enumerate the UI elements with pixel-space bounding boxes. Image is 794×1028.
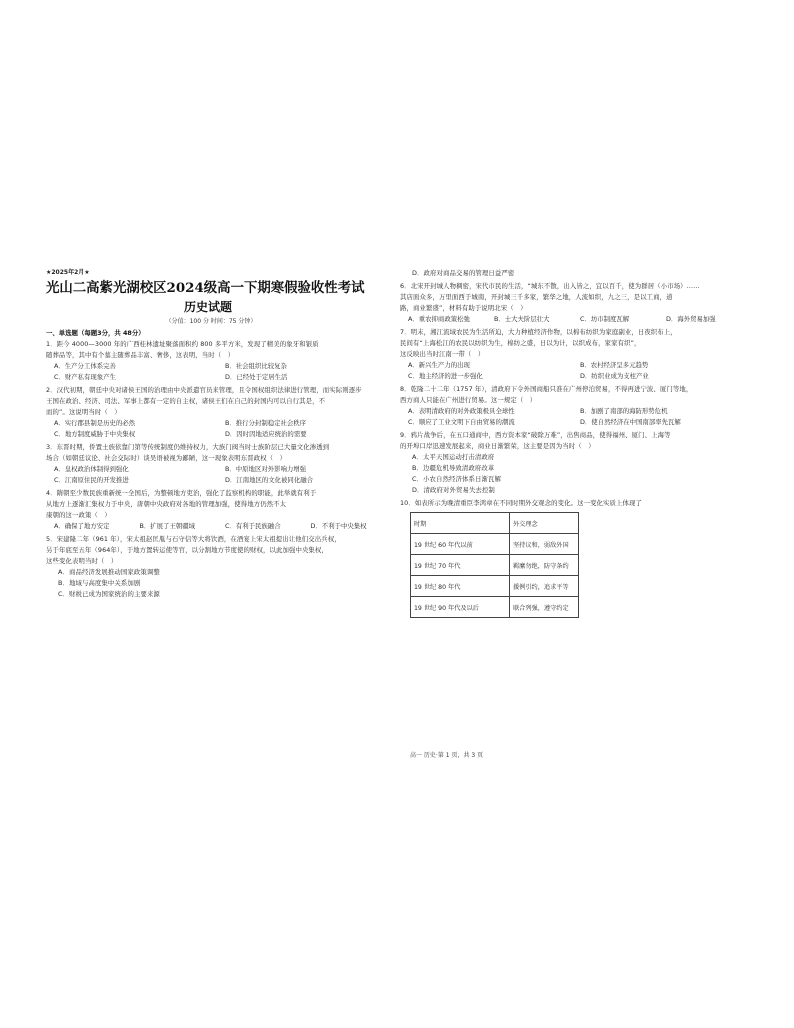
table-row — [411, 534, 579, 555]
exam-sheet — [28, 268, 768, 754]
question-8 — [400, 384, 752, 428]
options-row — [46, 475, 396, 486]
options-row — [400, 371, 752, 382]
table-row — [411, 576, 579, 597]
question-text: 3．东晋时期，侨置士族依靠门第等传统制度仍维持权力，大族门阀当时士族阶层已大量文化渗透到 — [46, 443, 330, 451]
table-cell: 19 世纪 60 年代以前 — [411, 534, 510, 555]
question-text: 场合（如朝廷议论、社会交际时）谈吴语被视为鄙陋，这一现象表明东晋政权（ ） — [46, 454, 287, 462]
question-text: 这反映出当时江南一带（ ） — [400, 350, 485, 358]
option-a: A．生产分工体系完善 — [54, 362, 116, 370]
option-d: D．海外贸易加强 — [666, 315, 716, 323]
option-c: C．江南原住民的开发推进 — [54, 476, 129, 484]
question-text: 7．明末，湘江流域农民为生活所迫，大力种植经济作物，以棉布纺织为家庭副业，日夜织布上， — [400, 328, 677, 336]
table-cell: 联合列强，遵守约定 — [510, 597, 579, 618]
options-row — [400, 406, 752, 417]
option-b: B．推行分封制稳定社会秩序 — [225, 419, 307, 427]
options-row — [400, 314, 752, 325]
question-text: 8．乾隆二十二年（1757 年），清政府下令外国商船只准在广州停泊贸易，不得再进宁波、厦门等地， — [400, 385, 693, 393]
table-cell: 羁縻勿绝，防守条约 — [510, 555, 579, 576]
exam-subtitle: 历史试题 — [183, 300, 232, 314]
date-tag: ★2025年2月★ — [46, 269, 90, 276]
question-6 — [400, 281, 752, 325]
question-3 — [46, 442, 396, 486]
question-7 — [400, 327, 752, 382]
option-b: B．边疆危机导致清政府改革 — [412, 464, 495, 472]
options-row — [46, 418, 396, 429]
option-c: C．坊市制度瓦解 — [580, 315, 630, 323]
table-cell: 坚持议和，弱敌外国 — [510, 534, 579, 555]
table-cell: 19 世纪 70 年代 — [411, 555, 510, 576]
question-text: 随葬品等，其中有个墓主随葬品丰富、奢侈，这表明，当时（ ） — [46, 351, 235, 359]
options-row — [46, 464, 396, 475]
option-c: C．财产私有现象产生 — [54, 373, 116, 381]
option-a: A．表明清政府的对外政策极具全球性 — [408, 407, 515, 415]
options-row — [400, 360, 752, 371]
question-text: 这些变化表明当时（ ） — [46, 557, 118, 565]
option-a: A．太平天国运动打击清政府 — [412, 453, 495, 461]
left-column — [46, 268, 396, 600]
table-header: 外交理念 — [510, 513, 579, 534]
question-text: 9．鸦片战争后，在五口通商中，西方资本家“破除万难”，出售商品，使得福州、厦门、上海等 — [400, 431, 671, 439]
option-d: D．不利于中央集权 — [310, 522, 367, 530]
option-c: C．地主经济的进一步强化 — [408, 372, 483, 380]
table-cell: 19 世纪 90 年代及以后 — [411, 597, 510, 618]
options-row — [400, 417, 752, 428]
option-a: A．确保了地方安定 — [54, 522, 110, 530]
right-column — [400, 268, 752, 618]
option-b: B．农村经济呈多元趋势 — [580, 361, 649, 369]
question-10 — [400, 498, 752, 618]
table-header: 时期 — [411, 513, 510, 534]
table-cell: 援例引约，追求平等 — [510, 576, 579, 597]
options-row — [46, 429, 396, 440]
question-text: 10．如表所示为晚清重臣李鸿章在不同时期外交观念的变化。这一变化实质上体现了 — [400, 499, 642, 507]
question-text: 6．北宋开封城人物稠密，宋代市民的生活，“城东不散，出入皆之，宜以百千，使为群居（小市场）…… — [400, 282, 700, 290]
question-5 — [46, 534, 396, 600]
option-d: D．江南地区的文化被同化融合 — [225, 476, 313, 484]
option-a: A．新兴生产力的出现 — [408, 361, 470, 369]
options-row — [46, 521, 396, 532]
question-text: 而的”。这说明当时（ ） — [46, 408, 121, 416]
exam-meta: （分值：100 分 时间：75 分钟） — [165, 318, 257, 325]
question-4 — [46, 488, 396, 532]
option-c: C．顺应了工业文明下自由贸易的潮流 — [408, 418, 515, 426]
question-text: 康朝的这一政策（ ） — [46, 511, 111, 519]
question-9 — [400, 430, 752, 496]
option-b: B．社会组织比较复杂 — [225, 362, 287, 370]
options-row — [46, 372, 396, 383]
question-text: 其店面众多，万里面西于城南，开封城三千多家，繁华之地，人流如织，九之三，是以工商，道 — [400, 293, 673, 301]
option-a: A．实行郡县制是历史的必然 — [54, 419, 136, 427]
option-d: D．因时因地适应统治的需要 — [225, 430, 307, 438]
option-c: C．地方制度威胁于中央集权 — [54, 430, 136, 438]
option-a: A．商品经济发展推动国家政策调整 — [58, 568, 160, 576]
question-text: 从地方上逐渐汇集权力于中央，唐朝中央政府对各地的管理加强，使得地方仍然不太 — [46, 500, 287, 508]
question-text: 4．隋朝至少数民族重新统一全国后，为整顿地方吏治，强化了监察机构的职能，此举就有利于 — [46, 489, 317, 497]
section-heading: 一、单选题（每题3分，共 48分） — [46, 329, 145, 337]
option-b: B．扩展了王朝疆域 — [139, 522, 196, 530]
table-header-row — [411, 513, 579, 534]
question-text: 王国在政治、经济、司法、军事上都有一定的自主权，诸侯王们在自己的封国内可以自行其是，不 — [46, 397, 326, 405]
table-row — [411, 555, 579, 576]
option-d: D．清政府对外贸易失去控制 — [412, 486, 495, 494]
option-b: B．中原地区对外影响力增强 — [225, 465, 307, 473]
table-cell: 19 世纪 80 年代 — [411, 576, 510, 597]
option-a: A．皇权政治体制得到强化 — [54, 465, 129, 473]
option-d: D．已经处于定居生活 — [225, 373, 288, 381]
options-row — [46, 361, 396, 372]
question-text: 西方商人只能在广州进行贸易。这一规定（ ） — [400, 396, 537, 404]
option-b: B．士大夫阶层壮大 — [494, 315, 550, 323]
page-footer: 高一 历史·第 1 页，共 3 页 — [410, 752, 484, 759]
question-text: 5．宋建隆二年（961 年），宋太祖赵匡胤与石守信等大将饮酒，在酒宴上宋太祖提出让他们交出兵权， — [46, 535, 341, 543]
question-1 — [46, 339, 396, 383]
question-text: 2．汉代初期，朝廷中央对诸侯王国的治理由中央派遣官员来管理，且令国权组织法律进行管理，而实际则逐步 — [46, 386, 362, 394]
question-text: 另于年底至五年（964年），于地方置转运使等官，以分割地方节度使的财权，以此加强中央集权， — [46, 546, 328, 554]
option-c: C．小农自然经济体系日渐瓦解 — [412, 475, 501, 483]
option-b: B．地域与高度集中关系加剧 — [58, 579, 141, 587]
option-c: C．有利于民族融合 — [225, 522, 281, 530]
option-d: D．使自然经济在中国南部率先瓦解 — [580, 418, 681, 426]
question-text: 路，商业繁盛”，材料有助于说明北宋（ ） — [400, 304, 527, 312]
option-d: D．政府对商品交易的管理日益严密 — [412, 269, 515, 277]
exam-title: 光山二高紫光湖校区2024级高一下期寒假验收性考试 — [46, 280, 365, 296]
option-a: A．重农抑商政策松弛 — [408, 315, 470, 323]
question-text: 的开埠口岸迅速发展起来，商业日渐繁荣，这主要是因为当时（ ） — [400, 442, 595, 450]
question-text: 民间有“上海松江的农民以纺织为生，棉纺之盛，日以为计，以织成布，家家有织”， — [400, 339, 641, 347]
table-row — [411, 597, 579, 618]
option-b: B．加剧了南部的海防形势危机 — [580, 407, 668, 415]
history-table — [410, 512, 579, 618]
question-text: 1．距今 4000—3000 年的广西桂林遗址聚落面积约 800 多平方米，发现了精美的象牙和银质 — [46, 340, 319, 348]
option-c: C．财税已成为国家统治的主要来源 — [58, 590, 160, 598]
question-2 — [46, 385, 396, 440]
option-d: D．纺织业成为支柱产业 — [580, 372, 649, 380]
